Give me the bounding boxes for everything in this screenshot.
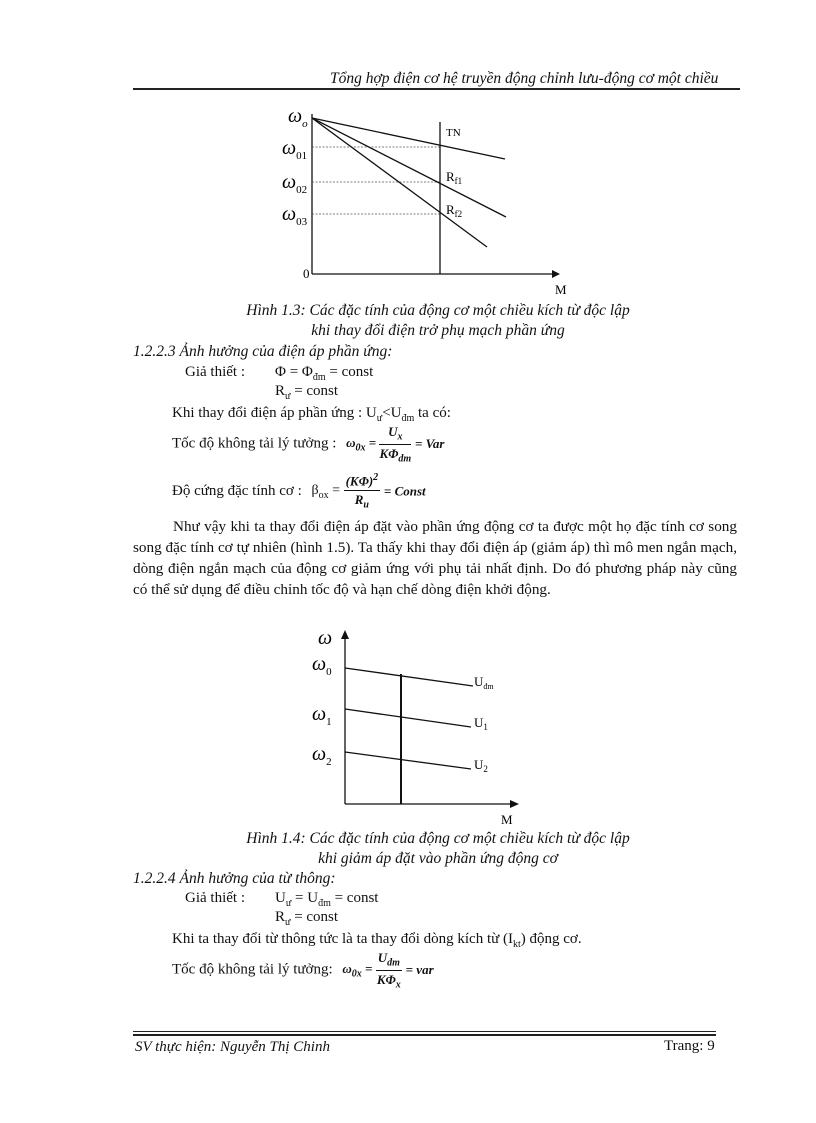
section-1223-assume-2: $R_ư$ = const — [275, 383, 339, 402]
y-axis-arrow — [341, 630, 349, 639]
speed-label-2: Tốc độ không tải lý tưởng: — [172, 961, 333, 978]
section-1223-speed-formula: Tốc độ không tải lý tưởng : $\omega_{0x}$ = $\frac{U_x}{K\Phi_{dm}}$ = Var — [172, 424, 445, 465]
section-1223-heading: 1.2.2.3 Ảnh hưởng của điện áp phần ứng: — [133, 343, 393, 360]
fig1-curve-label-rf2: $R_{f2}$ — [446, 202, 463, 219]
curve-u2 — [345, 752, 471, 769]
fig1-y-label: $\omega_o$ — [288, 105, 308, 130]
fig1-tick-01: $\omega_{01}$ — [282, 137, 308, 162]
footer-page-number: Trang: 9 — [664, 1038, 715, 1054]
fig2-curve-label-u2: $U_2$ — [474, 757, 488, 774]
footer-rule-bottom — [133, 1034, 716, 1036]
figure-2-caption-line1: Hình 1.4: Các đặc tính của động cơ một chiều kích từ độc lập — [246, 830, 630, 847]
fig2-tick-1: $\omega_1$ — [312, 703, 332, 728]
figure-1-caption-line1: Hình 1.3: Các đặc tính của động cơ một chiều kích từ độc lập — [246, 302, 630, 319]
fig1-origin: 0 — [303, 266, 310, 281]
fig1-x-label: M — [555, 282, 567, 297]
fig2-x-label: M — [501, 812, 513, 827]
section-1223-assume-label: Giả thiết : — [185, 364, 245, 380]
fig2-curve-label-u1: $U_1$ — [474, 715, 488, 732]
section-1224-assume-label: Giả thiết : — [185, 890, 245, 906]
section-1224-change-text: Khi ta thay đổi từ thông tức là ta thay đổi dòng kích từ $(I_{kt})$ động cơ. — [172, 931, 582, 950]
curve-tn — [312, 118, 505, 159]
fig1-tick-03: $\omega_{03}$ — [282, 203, 308, 228]
section-1224-assume-2: $R_ư$ = const — [275, 909, 339, 928]
fig1-curve-label-rf1: $R_{f1}$ — [446, 169, 463, 186]
figure-2-caption-line2: khi giảm áp đặt vào phần ứng động cơ — [318, 850, 558, 867]
section-1223-stiffness-formula: Độ cứng đặc tính cơ : $\beta_{ox}$ = $\frac{(K\Phi)^2}{R_u}$ = Const — [172, 472, 426, 511]
footer-author: SV thực hiện: Nguyễn Thị Chinh — [135, 1039, 330, 1055]
section-1224-speed-formula: Tốc độ không tải lý tưởng: $\omega_{0x}$ = $\frac{U_{dm}}{K\Phi_x}$ = var — [172, 950, 434, 991]
section-1223-paragraph: Như vậy khi ta thay đổi điện áp đặt vào phần ứng động cơ ta được một họ đặc tính cơ song song đặc tính cơ tự nhiên (hình 1.5). Ta thấy khi thay đổi điện áp (giảm áp) thì mô men ngắn mạch, dòng điện ngắn mạch của động cơ giảm ứng với phụ tải nhất định. Do đó phương pháp này cũng có thể sử dụng để điều chỉnh tốc độ và hạn chế dòng điện khởi động. — [133, 518, 737, 598]
page-header-title: Tổng hợp điện cơ hệ truyền động chỉnh lưu-động cơ một chiều — [330, 70, 719, 87]
section-1223-assume-1: $\Phi = \Phi_{đm}$ = const — [275, 364, 374, 383]
fig1-tick-02: $\omega_{02}$ — [282, 171, 308, 196]
figure-1-caption-line2: khi thay đổi điện trở phụ mạch phần ứng — [311, 322, 565, 339]
curve-u1 — [345, 709, 471, 727]
footer-rule-top — [133, 1031, 716, 1032]
speed-label: Tốc độ không tải lý tưởng : — [172, 435, 337, 452]
x-axis-arrow — [552, 270, 560, 278]
section-1224-assume-1: $U_ư = U_{đm}$ = const — [275, 890, 379, 909]
fig2-curve-label-udm: $U_{đm}$ — [474, 674, 494, 691]
section-1224-heading: 1.2.2.4 Ảnh hưởng của từ thông: — [133, 870, 336, 887]
x-axis-arrow — [510, 800, 519, 808]
curve-rf1 — [312, 118, 506, 217]
figure-2-chart — [298, 626, 538, 830]
header-rule — [133, 88, 740, 90]
fig2-y-label: ω — [318, 627, 333, 649]
section-1223-change-text: Khi thay đổi điện áp phần ứng : $U_ư<U_{đm}$ ta có: — [172, 405, 451, 424]
fig2-tick-0: $\omega_0$ — [312, 653, 332, 678]
curve-udm — [345, 668, 473, 686]
figure-1-chart — [270, 104, 570, 300]
fig2-tick-2: $\omega_2$ — [312, 743, 332, 768]
fig1-curve-label-tn: TN — [446, 127, 461, 139]
stiffness-label: Độ cứng đặc tính cơ : — [172, 482, 302, 499]
